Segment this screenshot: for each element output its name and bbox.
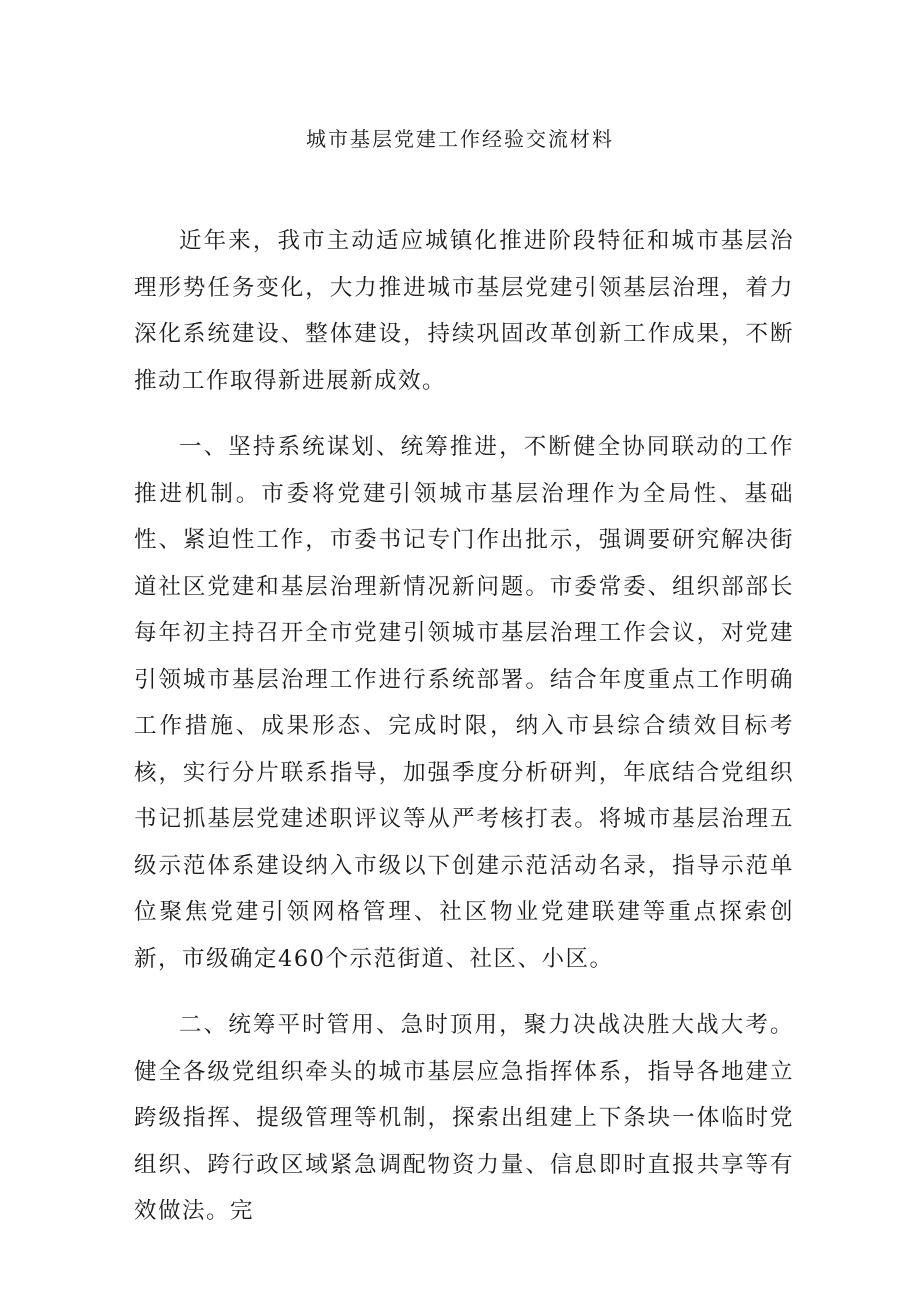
document-body: [134, 218, 794, 1255]
document-title: 城市基层党建工作经验交流材料: [306, 127, 614, 151]
paragraph-section-2: 二、统筹平时管用、急时顶用，聚力决战决胜大战大考。健全各级党组织牵头的城市基层应急指挥体系，指导各地建立跨级指挥、提级管理等机制，探索出组建上下条块一体临时党组织、跨行政区域紧急调配物资力量、信息即时直报共享等有效做法。完: [134, 1012, 794, 1224]
paragraph-section-1: 一、坚持系统谋划、统筹推进，不断健全协同联动的工作推进机制。市委将党建引领城市基层治理作为全局性、基础性、紧迫性工作，市委书记专门作出批示，强调要研究解决街道社区党建和基层治理新情况新问题。市委常委、组织部部长每年初主持召开全市党建引领城市基层治理工作会议，对党建引领城市基层治理工作进行系统部署。结合年度重点工作明确工作措施、成果形态、完成时限，纳入市县综合绩效目标考核，实行分片联系指导，加强季度分析研判，年底结合党组织书记抓基层党建述职评议等从严考核打表。将城市基层治理五级示范体系建设纳入市级以下创建示范活动名录，指导示范单位聚焦党建引领网格管理、社区物业党建联建等重点探索创新，市级确定460个示范街道、社区、小区。: [134, 434, 794, 972]
paragraph-intro: 近年来，我市主动适应城镇化推进阶段特征和城市基层治理形势任务变化，大力推进城市基层党建引领基层治理，着力深化系统建设、整体建设，持续巩固改革创新工作成果，不断推动工作取得新进展新成效。: [134, 228, 794, 394]
